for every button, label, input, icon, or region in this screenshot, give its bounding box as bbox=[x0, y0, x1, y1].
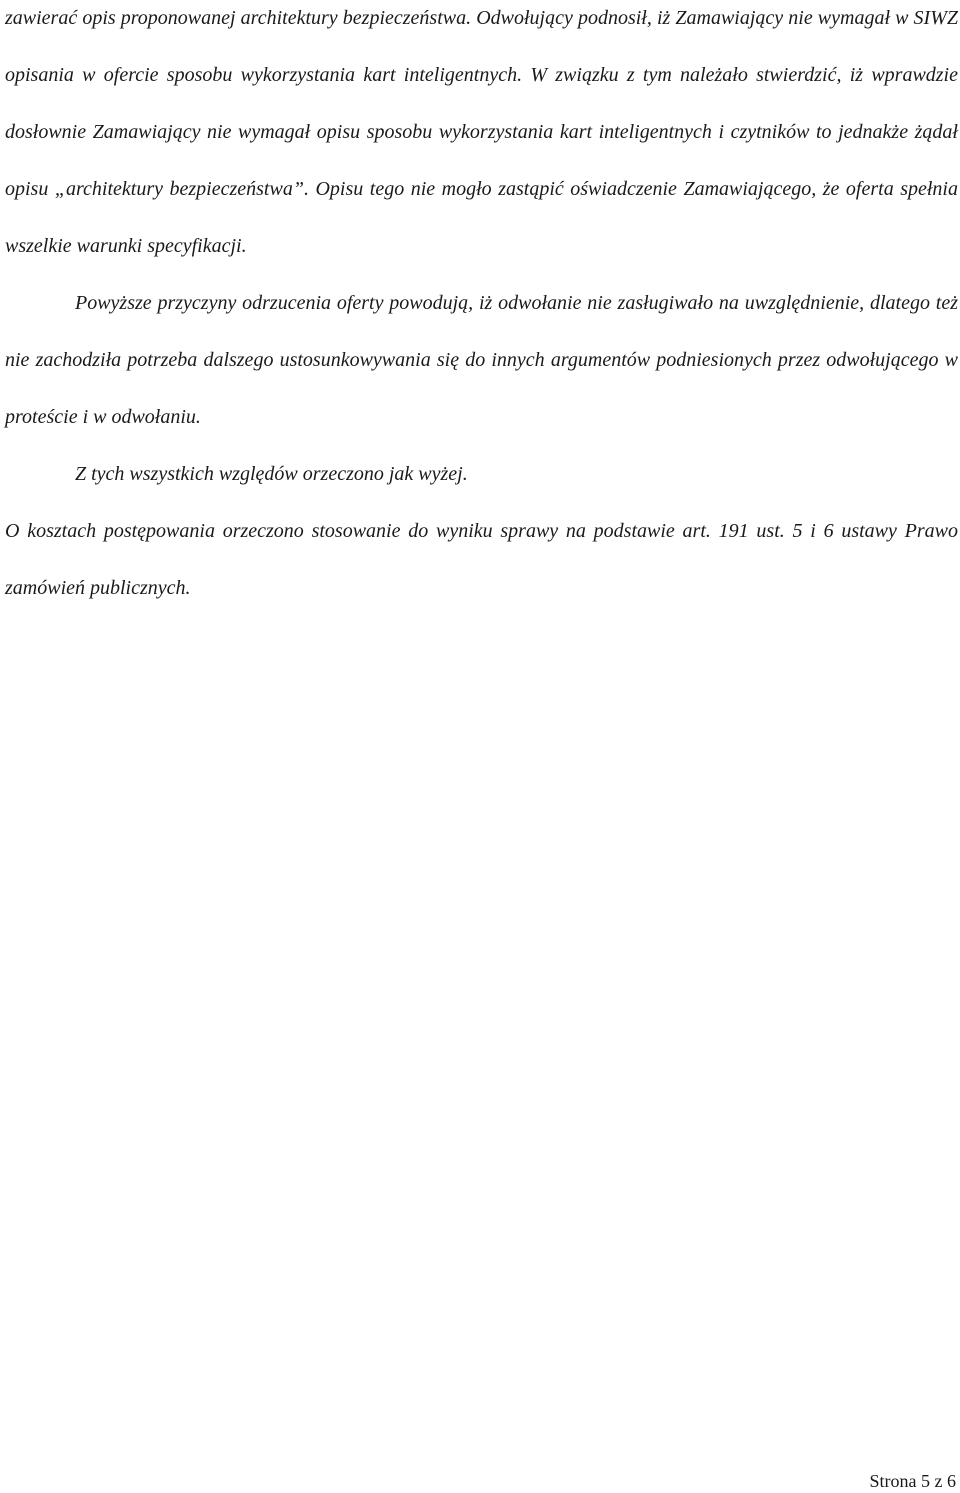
document-body bbox=[5, 0, 958, 617]
paragraph-conclusion: Powyższe przyczyny odrzucenia oferty powodują, iż odwołanie nie zasługiwało na uwzględnienie, dlatego też nie zachodziła potrzeba dalszego ustosunkowywania się do innych argumentów podniesionych przez odwołującego w proteście i w odwołaniu. bbox=[5, 292, 958, 428]
page-number: Strona 5 z 6 bbox=[869, 1471, 956, 1491]
paragraph-ruling: Z tych wszystkich względów orzeczono jak wyżej. bbox=[75, 463, 468, 485]
paragraph-costs: O kosztach postępowania orzeczono stosowanie do wyniku sprawy na podstawie art. 191 ust. 5 i 6 ustawy Prawo zamówień publicznych. bbox=[5, 520, 958, 599]
paragraph-continuation: zawierać opis proponowanej architektury bezpieczeństwa. Odwołujący podnosił, iż Zamawiający nie wymagał w SIWZ opisania w ofercie sposobu wykorzystania kart inteligentnych. W związku z tym należało stwierdzić, iż wprawdzie dosłownie Zamawiający nie wymagał opisu sposobu wykorzystania kart inteligentnych i czytników to jednakże żądał opisu „architektury bezpieczeństwa”. Opisu tego nie mogło zastąpić oświadczenie Zamawiającego, że oferta spełnia wszelkie warunki specyfikacji. bbox=[5, 7, 958, 257]
